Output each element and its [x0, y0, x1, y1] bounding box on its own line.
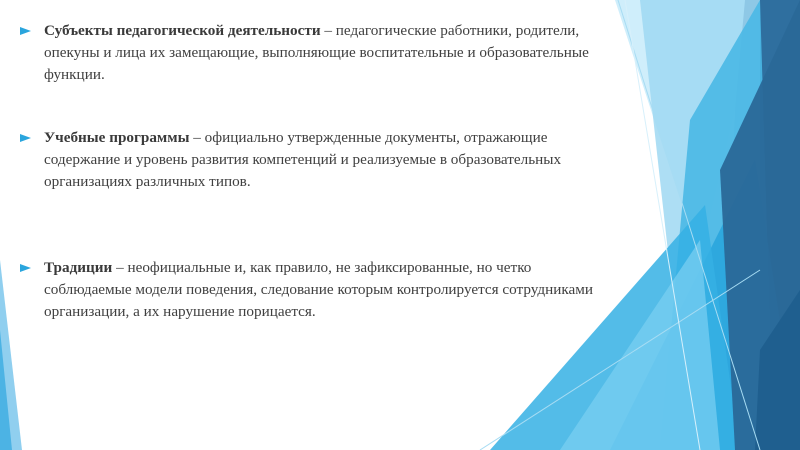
- bullet-arrow-icon: [20, 134, 31, 142]
- bullet-curricula: [18, 127, 598, 193]
- bullet-subjects: [18, 20, 598, 86]
- slide-content: [18, 20, 598, 323]
- bullet-text: – педагогические работники, родители, опекуны и лица их замещающие, выполняющие воспитательные и образовательные функции.: [44, 22, 589, 83]
- bullet-arrow-icon: [20, 27, 31, 35]
- bullet-traditions: [18, 257, 598, 323]
- bullet-arrow-icon: [20, 264, 31, 272]
- bullet-text: – неофициальные и, как правило, не зафиксированные, но четко соблюдаемые модели поведения, следование которым контролируется сотрудниками организации, а их нарушение порицается.: [44, 259, 594, 320]
- bullet-term: Субъекты педагогической деятельности: [44, 22, 321, 39]
- bullet-text: – официально утвержденные документы, отражающие содержание и уровень развития компетенций и реализуемые в образовательных организациях различных типов.: [44, 129, 562, 190]
- bullet-term: Традиции: [44, 259, 113, 276]
- bullet-term: Учебные программы: [44, 129, 190, 146]
